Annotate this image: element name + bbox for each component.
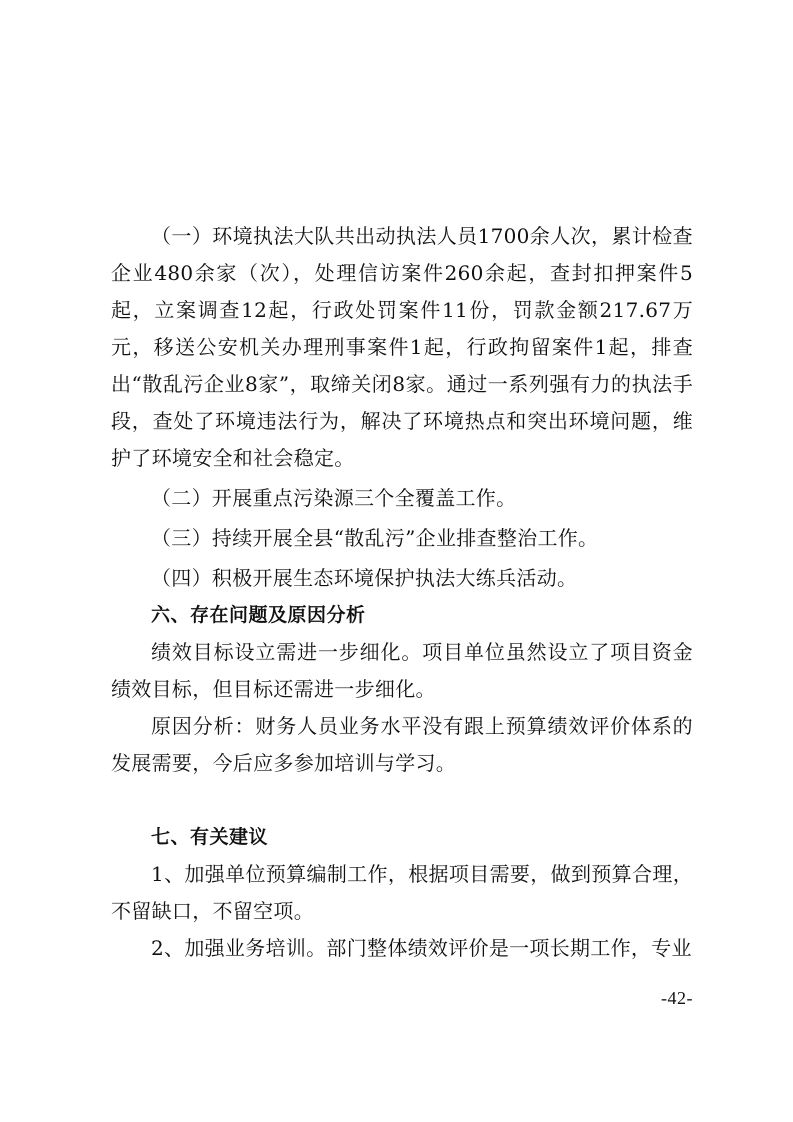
cause-analysis-paragraph: 原因分析：财务人员业务水平没有跟上预算绩效评价体系的发展需要，今后应多参加培训与学习。: [111, 714, 693, 775]
page-number: -42-: [661, 988, 693, 1008]
budget-suggestion-paragraph: 1、加强单位预算编制工作，根据项目需要，做到预算合理，不留缺口，不留空项。: [111, 862, 693, 923]
performance-goal-paragraph: 绩效目标设立需进一步细化。项目单位虽然设立了项目资金绩效目标，但目标还需进一步细化。: [111, 640, 693, 701]
pollution-source-coverage-paragraph: （二）开展重点污染源三个全覆盖工作。: [151, 486, 517, 510]
enforcement-training-paragraph: （四）积极开展生态环境保护执法大练兵活动。: [151, 566, 578, 590]
section-spacer: [111, 782, 693, 819]
document-body: [111, 218, 693, 967]
scattered-polluting-enterprises-paragraph: （三）持续开展全县“散乱污”企业排查整治工作。: [151, 526, 599, 550]
enforcement-summary-paragraph: （一）环境执法大队共出动执法人员1700余人次，累计检查企业480余家（次），处理信访案件260余起，查封扣押案件5起，立案调查12起，行政处罚案件11份，罚款金额217.67万元，移送公安机关办理刑事案件1起，行政拘留案件1起，排查出“散乱污企业8家”，取缔关闭8家。通过一系列强有力的执法手段，查处了环境违法行为，解决了环境热点和突出环境问题，维护了环境安全和社会稳定。: [111, 224, 693, 470]
training-suggestion-paragraph: 2、加强业务培训。部门整体绩效评价是一项长期工作，专业: [151, 936, 692, 960]
problems-analysis-heading: 六、存在问题及原因分析: [151, 604, 366, 626]
suggestions-heading: 七、有关建议: [151, 826, 269, 848]
